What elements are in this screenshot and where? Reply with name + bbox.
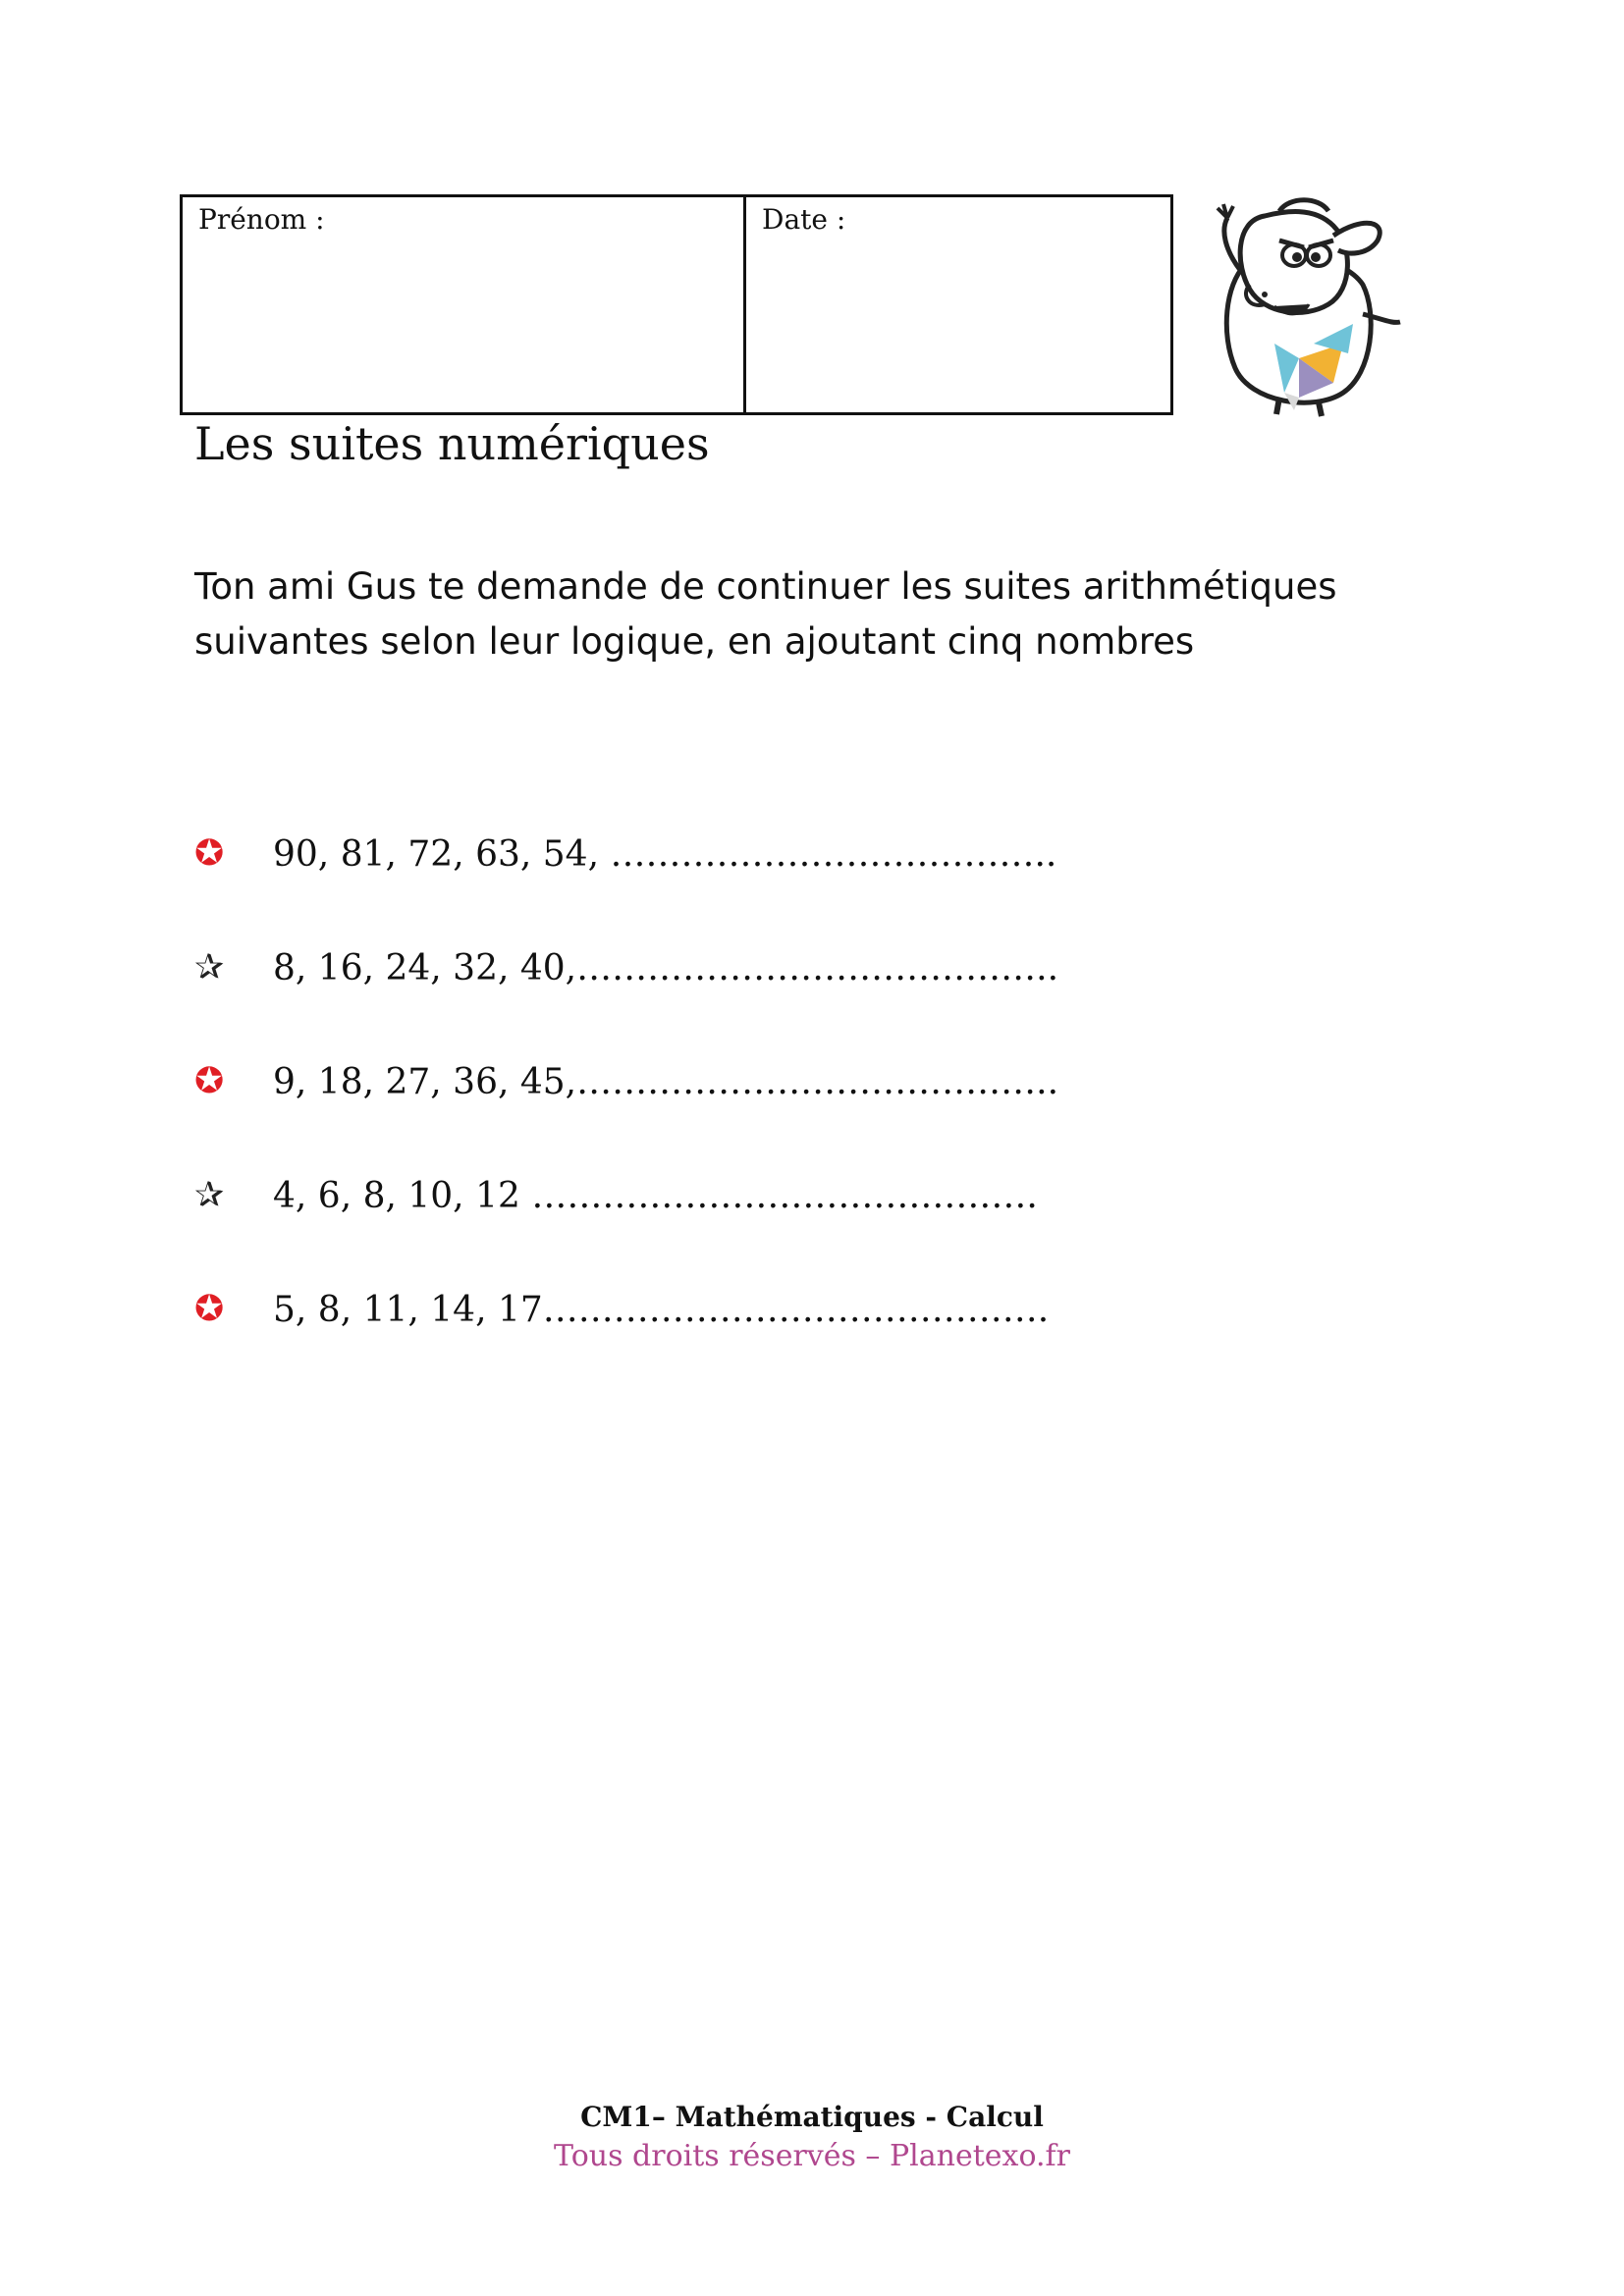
footer-course: CM1– Mathématiques - Calcul — [580, 2101, 1044, 2133]
series-list — [194, 797, 1373, 1366]
star-filled-icon: ✪ — [194, 1289, 225, 1329]
star-filled-icon: ✪ — [194, 833, 225, 874]
star-filled-icon: ✪ — [194, 1061, 225, 1101]
series-sequence[interactable]: 4, 6, 8, 10, 12 ……………………………………. — [273, 1175, 1038, 1216]
series-sequence[interactable]: 5, 8, 11, 14, 17……………………………………. — [273, 1289, 1050, 1330]
instruction-text — [194, 560, 1373, 669]
series-item — [194, 911, 1373, 1025]
page-footer — [0, 2101, 1624, 2173]
series-sequence[interactable]: 90, 81, 72, 63, 54, ……………………………….. — [273, 833, 1057, 875]
series-item — [194, 797, 1373, 911]
page-title: Les suites numériques — [194, 417, 710, 470]
star-outline-icon: ✰ — [194, 1175, 225, 1215]
sheep-mascot-icon — [1206, 196, 1412, 417]
date-field[interactable] — [746, 197, 1170, 412]
footer-copyright: Tous droits réservés – Planetexo.fr — [554, 2139, 1070, 2173]
instruction-line: Ton ami Gus te demande de continuer les suites arithmétiques — [194, 565, 1337, 608]
date-label: Date : — [762, 203, 846, 236]
series-sequence[interactable]: 9, 18, 27, 36, 45,………………………………….. — [273, 1061, 1059, 1102]
instruction-line: suivantes selon leur logique, en ajoutant cinq nombres — [194, 620, 1195, 663]
name-field[interactable] — [183, 197, 746, 412]
student-info-table — [180, 194, 1173, 415]
series-item — [194, 1025, 1373, 1139]
series-item — [194, 1139, 1373, 1253]
series-item — [194, 1253, 1373, 1366]
name-label: Prénom : — [198, 203, 325, 236]
star-outline-icon: ✰ — [194, 947, 225, 988]
series-sequence[interactable]: 8, 16, 24, 32, 40,………………………………….. — [273, 947, 1059, 988]
